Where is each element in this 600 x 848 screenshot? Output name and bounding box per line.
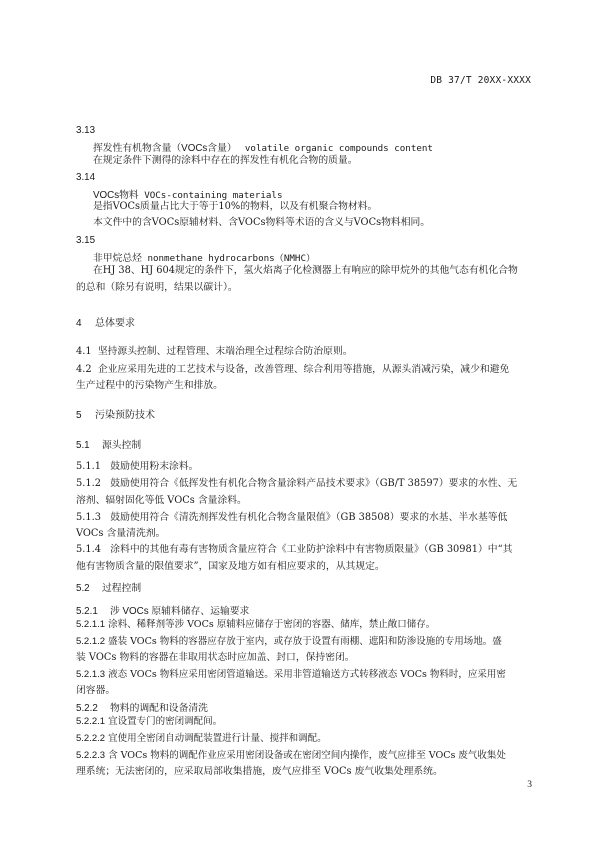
clause-continuation: 他有害物质含量的限值要求”，国家及地方如有相应要求的，从其规定。 (76, 561, 385, 572)
clause-continuation: 生产过程中的污染物产生和排放。 (76, 380, 223, 391)
term-zh: VOCs物料 (93, 190, 139, 201)
term-number: 3.13 (76, 125, 96, 136)
term-zh: 挥发性有机物含量（VOCs含量） (93, 143, 237, 154)
clause: 5.1.2 鼓励使用符合《低挥发性有机化合物含量涂料产品技术要求》（GB/T 38597）要求的水性、无 (76, 478, 518, 489)
clause: 5.1.3 鼓励使用符合《清洗剂挥发性有机化合物含量限值》（GB 38508）要求的水基、半水基等低 (76, 512, 508, 523)
term-definition: 在规定条件下测得的涂料中存在的挥发性有机化合物的质量。 (93, 155, 358, 166)
term-en: nonmethane hydrocarbons（NMHC） (147, 253, 316, 264)
term-definition: 在HJ 38、HJ 604规定的条件下，氢火焰离子化检测器上有响应的除甲烷外的其他气态有机化合物 (93, 265, 518, 276)
clause: 5.2.1.3 液态 VOCs 物料应采用密闭管道输送。采用非管道输送方式转移液态 VOCs 物料时，应采用密 (76, 669, 506, 680)
clause: 5.1.1 鼓励使用粉末涂料。 (76, 461, 199, 472)
term-definition: 的总和（除另有说明，结果以碳计）。 (76, 282, 238, 293)
clause: 5.2.2.2 宜使用全密闭自动调配装置进行计量、搅拌和调配。 (76, 733, 327, 744)
clause-continuation: 理系统；无法密闭的，应采取局部收集措施，废气应排至 VOCs 废气收集处理系统。 (76, 766, 443, 777)
section-heading (76, 406, 155, 421)
subsection-heading: 5.1 源头控制 (76, 440, 142, 451)
term-definition: 本文件中的含VOCs原辅材料、含VOCs物料等术语的含义与VOCs物料相同。 (93, 217, 431, 228)
clause-continuation: 溶剂、辐射固化等低 VOCs 含量涂料。 (76, 495, 247, 506)
clause: 4.1 坚持源头控制、过程管理、末端治理全过程综合防治原则。 (76, 346, 353, 357)
section-title: 总体要求 (95, 318, 135, 329)
clause-continuation: 闭容器。 (76, 685, 116, 696)
section-title: 污染预防技术 (95, 410, 155, 421)
term-en: volatile organic compounds content (244, 143, 433, 154)
subsubsection-heading: 5.2.2 物料的调配和设备清洗 (76, 703, 208, 714)
clause: 4.2 企业应采用先进的工艺技术与设备，改善管理、综合利用等措施，从源头消减污染，减少和避免 (76, 364, 510, 375)
subsection-heading: 5.2 过程控制 (76, 583, 142, 594)
term-en: VOCs-containing materials (144, 190, 283, 201)
term-number: 3.14 (76, 172, 96, 183)
term-definition: 是指VOCs质量占比大于等于10%的物料，以及有机聚合物材料。 (93, 201, 378, 212)
section-number: 5 (76, 410, 82, 421)
clause-continuation: VOCs 含量清洗剂。 (76, 528, 166, 539)
term-zh: 非甲烷总烃 (93, 253, 142, 264)
page-number: 3 (527, 780, 532, 790)
section-number: 4 (76, 318, 82, 329)
clause-continuation: 装 VOCs 物料的容器在非取用状态时应加盖、封口，保持密闭。 (76, 652, 355, 663)
clause: 5.2.1.1 涂料、稀释剂等涉 VOCs 原辅料应储存于密闭的容器、储库，禁止敞口储存。 (76, 619, 436, 630)
section-heading (76, 314, 135, 329)
clause: 5.2.2.3 含 VOCs 物料的调配作业应采用密闭设备或在密闭空间内操作，废气应排至 VOCs 废气收集处 (76, 750, 506, 761)
clause: 5.1.4 涂料中的其他有毒有害物质含量应符合《工业防护涂料中有害物质限量》（GB 30981）中“其 (76, 544, 513, 555)
clause: 5.2.2.1 宜设置专门的密闭调配间。 (76, 716, 223, 727)
term-number: 3.15 (76, 235, 96, 246)
document-code: DB 37/T 20XX-XXXX (430, 75, 531, 86)
clause: 5.2.1.2 盛装 VOCs 物料的容器应存放于室内，或存放于设置有雨棚、遮阳和防渗设施的专用场地。盛 (76, 636, 502, 647)
subsubsection-heading: 5.2.1 涉 VOCs 原辅料储存、运输要求 (76, 606, 250, 617)
